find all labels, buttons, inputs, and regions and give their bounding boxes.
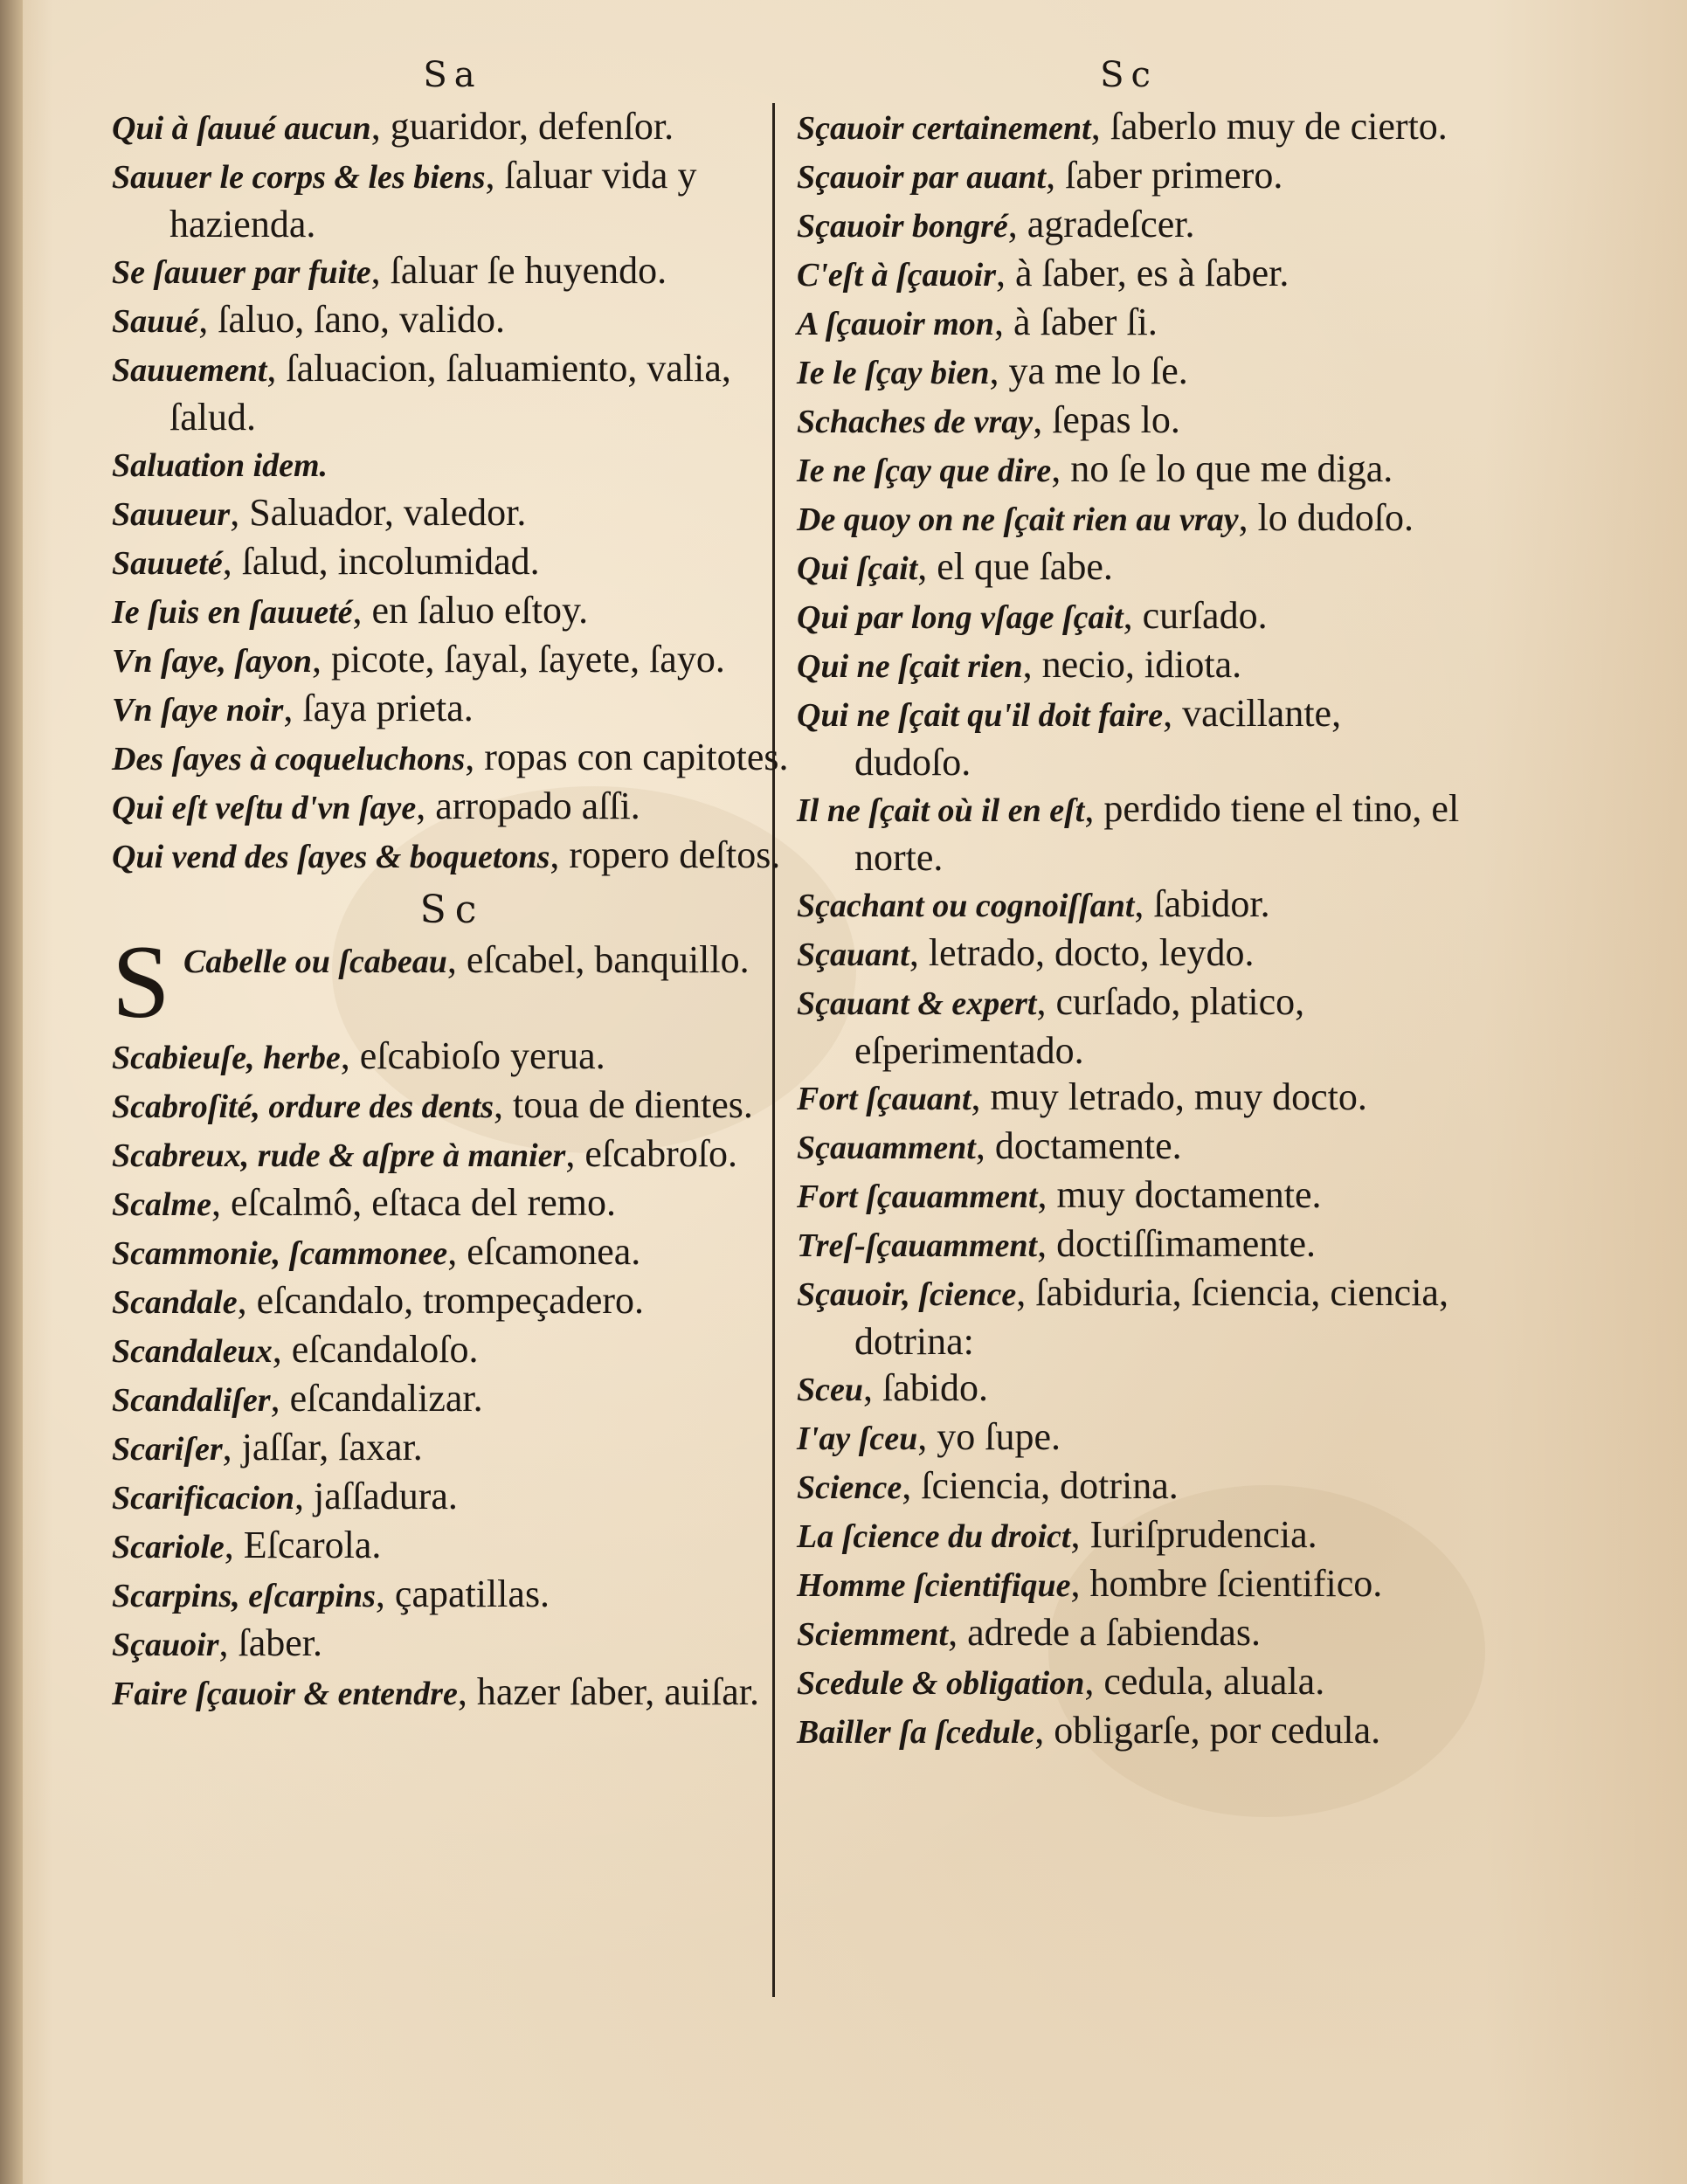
entry-translation: , Eſcarola.	[224, 1524, 382, 1566]
dictionary-entry	[112, 832, 793, 881]
entry-headword: Qui eſt veſtu d'vn ſaye	[112, 790, 417, 826]
entry-headword: Scalme	[112, 1186, 211, 1223]
entry-headword: De quoy on ne ſçait rien au vray	[797, 501, 1239, 538]
entry-translation: , curſado, platico, eſperimentado.	[854, 980, 1305, 1072]
entry-translation: , ſaluacion, ſaluamiento, valia, ſalud.	[169, 347, 731, 439]
entry-headword: Schaches de vray	[797, 404, 1034, 440]
dictionary-entry	[797, 930, 1461, 978]
entry-translation: , vacillante, dudoſo.	[854, 692, 1342, 784]
dictionary-entry	[797, 1511, 1461, 1560]
dictionary-entry	[112, 1375, 793, 1424]
section-header: Sc	[419, 888, 486, 932]
entry-translation: , ſabidor.	[1134, 882, 1270, 925]
dictionary-entry	[112, 1571, 793, 1620]
entry-headword: Scariole	[112, 1529, 225, 1565]
entry-translation: , ſalud, incolumidad.	[222, 540, 540, 583]
entry-headword: I'ay ſceu	[797, 1420, 918, 1457]
entry-translation: , doctiſſimamente.	[1037, 1222, 1317, 1265]
entry-headword: Qui ſçait	[797, 550, 918, 587]
entry-headword: Vn ſaye, ſayon	[112, 643, 313, 680]
entry-headword: Des ſayes à coqueluchons	[112, 741, 466, 778]
entry-headword: Qui ne ſçait rien	[797, 648, 1023, 685]
entry-translation: , ſabido.	[863, 1366, 988, 1409]
entry-headword: Scedule & obligation	[797, 1665, 1085, 1702]
entry-headword: Saluation idem.	[112, 447, 328, 484]
entry-translation: , eſcabroſo.	[565, 1132, 738, 1175]
entry-translation: , eſcandalo, trompeçadero.	[237, 1279, 644, 1322]
entry-headword: Ie ſuis en ſauueté	[112, 594, 353, 631]
entry-translation: , yo ſupe.	[917, 1415, 1061, 1458]
dictionary-entry	[797, 201, 1461, 250]
dictionary-entry	[112, 1669, 793, 1717]
entry-headword: Scarificacion	[112, 1480, 294, 1517]
dictionary-entry	[797, 397, 1461, 446]
dictionary-entry	[797, 250, 1461, 299]
entry-headword: Sauuement	[112, 352, 267, 389]
entry-headword: Sauuer le corps & les biens	[112, 159, 486, 196]
dictionary-entry	[797, 1609, 1461, 1658]
right-column	[797, 52, 1461, 1756]
entry-headword: Fort ſçauant	[797, 1081, 971, 1117]
entry-headword: Sauueur	[112, 496, 231, 533]
dictionary-entry	[112, 345, 793, 440]
entry-headword: Scammonie, ſcammonee	[112, 1235, 448, 1272]
dictionary-entry	[797, 446, 1461, 494]
entry-translation: , à ſaber ſi.	[993, 301, 1158, 343]
entry-translation: , adrede a ſabiendas.	[948, 1611, 1262, 1654]
dictionary-entry	[112, 685, 793, 734]
entry-translation: , agradeſcer.	[1007, 203, 1195, 245]
dictionary-entry	[112, 1620, 793, 1669]
dictionary-entry	[797, 1560, 1461, 1609]
dictionary-entry	[797, 978, 1461, 1074]
entry-translation: , hombre ſcientifico.	[1070, 1562, 1383, 1605]
entry-headword: Scariſer	[112, 1431, 223, 1468]
dictionary-entry	[112, 1424, 793, 1473]
dictionary-entry	[112, 1277, 793, 1326]
dictionary-entry	[112, 1082, 793, 1130]
entry-headword: Se ſauuer par fuite	[112, 254, 371, 291]
dictionary-entry	[112, 1228, 793, 1277]
dictionary-entry	[112, 783, 793, 832]
entry-translation: , picote, ſayal, ſayete, ſayo.	[312, 638, 725, 681]
entry-headword: Sçauoir, ſcience	[797, 1276, 1017, 1313]
dictionary-entry	[112, 489, 793, 538]
entry-headword: Scabroſité, ordure des dents	[112, 1089, 494, 1125]
entry-headword: Sauueté	[112, 545, 223, 582]
dictionary-entry	[797, 641, 1461, 690]
entry-headword: Scarpins, eſcarpins	[112, 1578, 376, 1614]
entry-translation: , lo dudoſo.	[1238, 496, 1414, 539]
dictionary-entry	[112, 152, 793, 247]
entry-translation: , çapatillas.	[375, 1572, 550, 1615]
drop-cap-letter: S	[112, 923, 170, 1040]
dictionary-entry	[112, 1179, 793, 1228]
entry-translation: , eſcandalizar.	[270, 1377, 483, 1420]
entry-translation: , muy doctamente.	[1037, 1173, 1322, 1216]
entry-headword: Treſ-ſçauamment	[797, 1227, 1038, 1264]
dictionary-entry	[112, 1326, 793, 1375]
entry-headword: Fort ſçauamment	[797, 1178, 1038, 1215]
left-entry-list-2	[112, 1033, 793, 1717]
entry-translation: , eſcandaloſo.	[272, 1328, 479, 1371]
dictionary-entry	[797, 785, 1461, 881]
entry-headword: Sçauant	[797, 936, 909, 973]
entry-translation: , ſciencia, dotrina.	[902, 1464, 1179, 1507]
entry-translation: , obligarſe, por cedula.	[1034, 1709, 1381, 1752]
dictionary-entry	[797, 543, 1461, 592]
dictionary-entry	[112, 296, 793, 345]
dictionary-entry	[797, 1269, 1461, 1365]
entry-headword: Sçauoir bongré	[797, 208, 1008, 245]
entry-headword: Qui par long vſage ſçait	[797, 599, 1124, 636]
entry-translation: , ſaya prieta.	[283, 687, 474, 729]
dictionary-entry	[797, 1658, 1461, 1707]
entry-translation: , eſcalmô, eſtaca del remo.	[211, 1181, 616, 1224]
entry-headword: Bailler ſa ſcedule	[797, 1714, 1035, 1751]
page-gutter-shadow	[0, 0, 23, 2184]
dictionary-entry	[797, 1123, 1461, 1171]
entry-headword: Sçauoir	[112, 1627, 219, 1663]
dictionary-entry	[112, 587, 793, 636]
entry-translation: , en ſaluo eſtoy.	[352, 589, 589, 632]
entry-translation: , muy letrado, muy docto.	[971, 1075, 1367, 1118]
dictionary-entry	[112, 247, 793, 296]
entry-headword: Sceu	[797, 1372, 863, 1408]
dictionary-entry	[797, 1707, 1461, 1756]
dictionary-entry	[797, 348, 1461, 397]
dictionary-entry	[112, 538, 793, 587]
dictionary-entry	[797, 1220, 1461, 1269]
entry-headword: C'eſt à ſçauoir	[797, 257, 996, 294]
entry-translation: , Iuriſprudencia.	[1070, 1513, 1317, 1556]
entry-translation: , ſaber.	[218, 1621, 322, 1664]
entry-headword: Sçauant & expert	[797, 985, 1037, 1022]
dictionary-entry	[797, 103, 1461, 152]
dictionary-entry	[112, 734, 793, 783]
right-entry-list	[797, 103, 1461, 1756]
entry-translation: , jaſſadura.	[294, 1475, 458, 1517]
dropcap-entry	[112, 923, 793, 1040]
entry-translation: , guaridor, defenſor.	[370, 105, 674, 148]
dictionary-entry	[112, 1522, 793, 1571]
entry-headword: Faire ſçauoir & entendre	[112, 1676, 458, 1712]
dictionary-entry	[112, 636, 793, 685]
entry-translation: , cedula, aluala.	[1084, 1660, 1325, 1703]
entry-headword: Il ne ſçait où il en eſt	[797, 792, 1085, 829]
dictionary-entry	[112, 1033, 793, 1082]
dictionary-entry	[797, 881, 1461, 930]
entry-headword: Homme ſcientifique	[797, 1567, 1071, 1604]
entry-headword: Ie le ſçay bien	[797, 355, 990, 391]
entry-headword: Science	[797, 1469, 902, 1506]
dictionary-entry	[112, 1130, 793, 1179]
entry-headword: Qui à ſauué aucun	[112, 110, 371, 147]
entry-headword: Scandale	[112, 1284, 238, 1321]
entry-headword: Sçauoir certainement	[797, 110, 1091, 147]
entry-translation: , à ſaber, es à ſaber.	[995, 252, 1289, 294]
entry-headword: La ſcience du droict	[797, 1518, 1071, 1555]
entry-headword: Sciemment	[797, 1616, 949, 1653]
dictionary-entry	[797, 1462, 1461, 1511]
entry-translation: , letrado, docto, leydo.	[909, 931, 1255, 974]
entry-headword: A ſçauoir mon	[797, 306, 994, 342]
entry-headword: Sauué	[112, 303, 199, 340]
entry-headword: Scandaleux	[112, 1333, 273, 1370]
dictionary-entry	[797, 152, 1461, 201]
entry-translation: , hazer ſaber, auiſar.	[457, 1670, 759, 1713]
entry-translation: , ſaber primero.	[1046, 154, 1283, 197]
entry-translation: , ſabiduria, ſciencia, ciencia, dotrina:	[854, 1271, 1448, 1363]
left-entry-list	[112, 103, 793, 881]
entry-translation: , ropas con capitotes.	[465, 736, 789, 778]
dictionary-entry	[112, 103, 793, 152]
dictionary-entry	[797, 690, 1461, 785]
entry-translation: , doctamente.	[975, 1124, 1182, 1167]
entry-translation: , arropado aſſi.	[416, 784, 640, 827]
entry-translation: , perdido tiene el tino, el norte.	[854, 787, 1460, 879]
entry-translation: , eſcabioſo yerua.	[340, 1034, 605, 1077]
left-column	[112, 52, 793, 1717]
entry-translation: , ſaluar ſe huyendo.	[370, 249, 667, 292]
dictionary-entry	[797, 1365, 1461, 1413]
entry-headword: Sçauoir par auant	[797, 159, 1047, 196]
entry-headword: Qui ne ſçait qu'il doit faire	[797, 697, 1164, 734]
entry-headword: Sçachant ou cognoiſſant	[797, 888, 1135, 924]
entry-translation: , ropero deſtos.	[550, 833, 781, 876]
entry-translation: , no ſe lo que me diga.	[1051, 447, 1393, 490]
entry-headword: Ie ne ſçay que dire	[797, 453, 1052, 489]
entry-translation: , jaſſar, ſaxar.	[222, 1426, 423, 1469]
entry-translation: , ſaberlo muy de cierto.	[1090, 105, 1448, 148]
dictionary-entry	[797, 1413, 1461, 1462]
entry-translation: , necio, idiota.	[1022, 643, 1242, 686]
entry-translation: , ſaluar vida y hazienda.	[169, 154, 697, 245]
entry-headword: Scandaliſer	[112, 1382, 271, 1419]
entry-headword: Vn ſaye noir	[112, 692, 284, 729]
dictionary-entry	[797, 592, 1461, 641]
entry-headword: Scabieuſe, herbe	[112, 1040, 341, 1076]
entry-headword: Cabelle ou ſcabeau	[183, 943, 447, 980]
entry-headword: Qui vend des ſayes & boquetons	[112, 839, 550, 875]
entry-translation: , eſcamonea.	[447, 1230, 641, 1273]
dictionary-entry	[797, 299, 1461, 348]
dictionary-entry	[797, 1074, 1461, 1123]
entry-translation: , toua de dientes.	[494, 1083, 753, 1126]
dictionary-entry	[797, 494, 1461, 543]
entry-translation: , ya me lo ſe.	[989, 349, 1188, 392]
entry-headword: Scabreux, rude & aſpre à manier	[112, 1137, 566, 1174]
entry-translation: , curſado.	[1123, 594, 1268, 637]
right-column-header: Sc	[1100, 55, 1158, 95]
entry-headword: Sçauamment	[797, 1130, 976, 1166]
dictionary-entry	[112, 1473, 793, 1522]
left-column-header: Sa	[423, 55, 482, 95]
entry-translation: , eſcabel, banquillo.	[446, 938, 750, 981]
entry-translation: , ſaluo, ſano, valido.	[198, 298, 505, 341]
entry-translation: , el que ſabe.	[917, 545, 1113, 588]
entry-translation: , ſepas lo.	[1033, 398, 1180, 441]
entry-translation: , Saluador, valedor.	[230, 491, 527, 534]
dictionary-entry	[112, 440, 793, 489]
dictionary-entry	[797, 1171, 1461, 1220]
